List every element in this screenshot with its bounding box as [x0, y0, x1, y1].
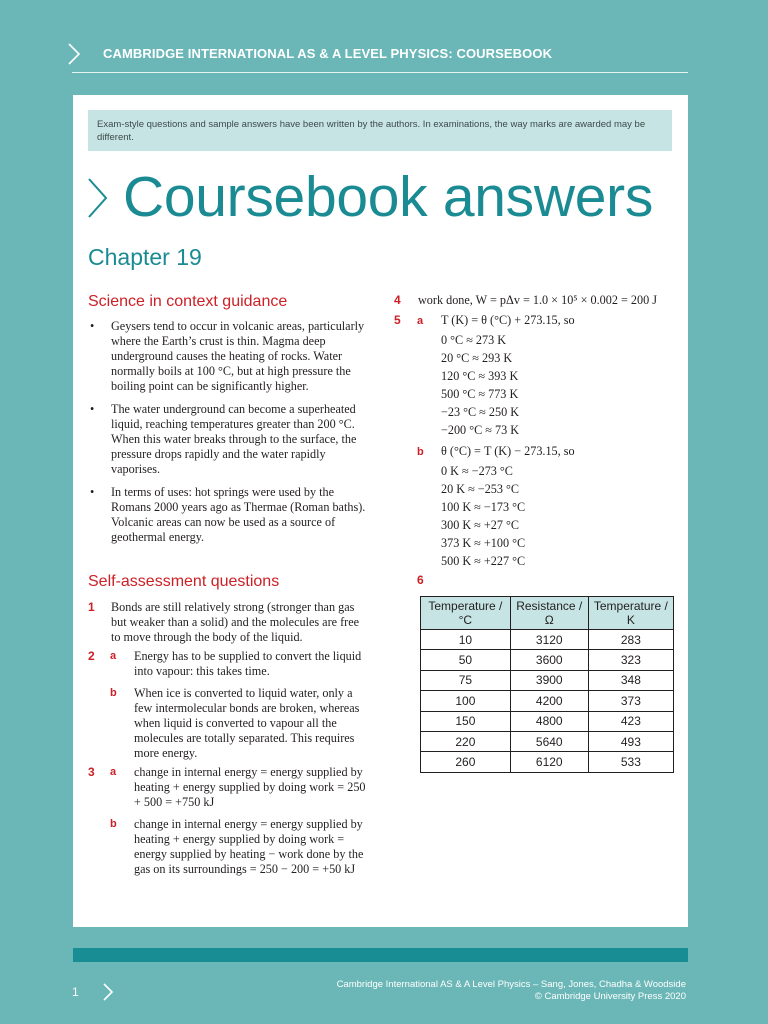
- part-label: b: [417, 446, 424, 458]
- answer-text: work done, W = pΔv = 1.0 × 10⁵ × 0.002 = 200 J: [418, 293, 657, 307]
- page-title: Coursebook answers: [123, 165, 654, 229]
- table-cell: 150: [421, 711, 511, 731]
- answer-line: 0 K ≈ −273 °C: [441, 464, 513, 478]
- part-label: a: [417, 315, 424, 327]
- answer-line: 500 K ≈ +227 °C: [441, 554, 526, 568]
- answer-line: 300 K ≈ +27 °C: [441, 518, 520, 532]
- answer-text: change in internal energy = energy supplied by heating + energy supplied by doing work = 250 + 500 = +750 kJ: [134, 765, 366, 809]
- bullet-text: The water underground can become a superheated liquid, reaching temperatures greater than 200 °C. When this water breaks through to the surface, the pressure drops rapidly and the water rapidly vaporises.: [111, 402, 357, 476]
- table-row: [421, 650, 674, 670]
- list-item: • In terms of uses: hot springs were used by the Romans 2000 years ago as Thermae (Roman baths). Volcanic areas can now be used as a source of geothermal energy.: [90, 485, 366, 544]
- table-cell: 493: [588, 731, 673, 751]
- table-row: [421, 752, 674, 772]
- header-rule: [72, 72, 688, 73]
- answer-text: When ice is converted to liquid water, only a few intermolecular bonds are broken, whereas when liquid is converted to vapour all the molecules are totally separated. This requires more energy.: [134, 686, 360, 760]
- table-row: [421, 630, 674, 650]
- table-row: [421, 731, 674, 751]
- table-cell: 3120: [510, 630, 588, 650]
- column-header: Resistance / Ω: [510, 597, 588, 630]
- table-cell: 10: [421, 630, 511, 650]
- answer-text: Energy has to be supplied to convert the liquid into vapour: this takes time.: [134, 649, 362, 678]
- table-cell: 100: [421, 691, 511, 711]
- list-item: • The water underground can become a superheated liquid, reaching temperatures greater than 200 °C. When this water breaks through to the surface, the pressure drops rapidly and the water rapidly vaporises.: [90, 402, 357, 476]
- column-header: Temperature / K: [588, 597, 673, 630]
- answer-text: change in internal energy = energy supplied by heating + energy supplied by doing work = energy supplied by heating − work done by the gas on its surroundings = 250 − 200 = +50 kJ: [134, 817, 364, 876]
- part-label: a: [110, 650, 117, 662]
- title-chevron-icon: [87, 177, 109, 219]
- table-row: [421, 670, 674, 690]
- science-heading: Science in context guidance: [88, 293, 288, 310]
- notice-text: Exam-style questions and sample answers have been written by the authors. In examinations, the way marks are awarded may be different.: [97, 119, 646, 143]
- question-number: 4: [394, 293, 401, 307]
- question-number: 3: [88, 765, 95, 779]
- table-row: [421, 691, 674, 711]
- table-cell: 6120: [510, 752, 588, 772]
- answer-line: 20 K ≈ −253 °C: [441, 482, 520, 496]
- table-cell: 423: [588, 711, 673, 731]
- part-label: b: [110, 818, 117, 830]
- footer-credit: [290, 979, 686, 1003]
- list-item: • Geysers tend to occur in volcanic areas, particularly where the Earth’s crust is thin. Magma deep underground causes the heating of rocks. Water normally boils at 100 °C, but at high pressure the boiling point can be significantly higher.: [90, 319, 365, 393]
- credit-authors: Cambridge International AS & A Level Physics – Sang, Jones, Chadha & Woodside: [336, 979, 686, 990]
- notice-box: [88, 110, 672, 151]
- answer-line: −23 °C ≈ 250 K: [441, 405, 520, 419]
- table-cell: 5640: [510, 731, 588, 751]
- answer-line: 0 °C ≈ 273 K: [441, 333, 507, 347]
- question-number: 6: [417, 573, 424, 587]
- bullet-text: In terms of uses: hot springs were used by the Romans 2000 years ago as Thermae (Roman baths). Volcanic areas can now be used as a source of geothermal energy.: [111, 485, 366, 544]
- credit-copyright: © Cambridge University Press 2020: [534, 991, 686, 1002]
- footer-bar: [73, 948, 688, 962]
- self-assessment-heading: Self-assessment questions: [88, 573, 280, 590]
- table-cell: 4800: [510, 711, 588, 731]
- running-header-title: CAMBRIDGE INTERNATIONAL AS & A LEVEL PHYSICS: COURSEBOOK: [103, 46, 553, 61]
- table-cell: 348: [588, 670, 673, 690]
- answer-line: −200 °C ≈ 73 K: [441, 423, 520, 437]
- part-label: a: [110, 766, 117, 778]
- question-number: 1: [88, 600, 95, 614]
- chapter-heading: Chapter 19: [88, 244, 202, 270]
- answer-text: Bonds are still relatively strong (stronger than gas but weaker than a solid) and the molecules are free to move through the body of the liquid.: [111, 600, 360, 644]
- table-cell: 220: [421, 731, 511, 751]
- table-cell: 533: [588, 752, 673, 772]
- answer-line: 100 K ≈ −173 °C: [441, 500, 526, 514]
- table-header-row: [421, 597, 674, 630]
- table-cell: 373: [588, 691, 673, 711]
- table-cell: 3900: [510, 670, 588, 690]
- table-cell: 4200: [510, 691, 588, 711]
- table-row: [421, 711, 674, 731]
- column-header: Temperature / °C: [421, 597, 511, 630]
- data-table: [420, 596, 674, 773]
- table-cell: 75: [421, 670, 511, 690]
- part-label: b: [110, 687, 117, 699]
- answer-text: T (K) = θ (°C) + 273.15, so: [441, 313, 575, 327]
- table-cell: 283: [588, 630, 673, 650]
- table-cell: 50: [421, 650, 511, 670]
- science-bullet-list: [86, 319, 366, 553]
- table-cell: 323: [588, 650, 673, 670]
- header-chevron-icon: [66, 42, 82, 66]
- answer-text: θ (°C) = T (K) − 273.15, so: [441, 444, 575, 458]
- answer-line: 20 °C ≈ 293 K: [441, 351, 513, 365]
- bullet-text: Geysers tend to occur in volcanic areas, particularly where the Earth’s crust is thin. Magma deep underground causes the heating of rocks. Water normally boils at 100 °C, but at high pressure the boiling point can be significantly higher.: [111, 319, 365, 393]
- question-number: 5: [394, 313, 401, 327]
- table-cell: 3600: [510, 650, 588, 670]
- next-page-chevron-icon[interactable]: [102, 982, 114, 1002]
- answer-line: 500 °C ≈ 773 K: [441, 387, 519, 401]
- table-cell: 260: [421, 752, 511, 772]
- answer-line: 120 °C ≈ 393 K: [441, 369, 519, 383]
- page-number: 1: [72, 985, 79, 999]
- question-number: 2: [88, 649, 95, 663]
- answer-line: 373 K ≈ +100 °C: [441, 536, 526, 550]
